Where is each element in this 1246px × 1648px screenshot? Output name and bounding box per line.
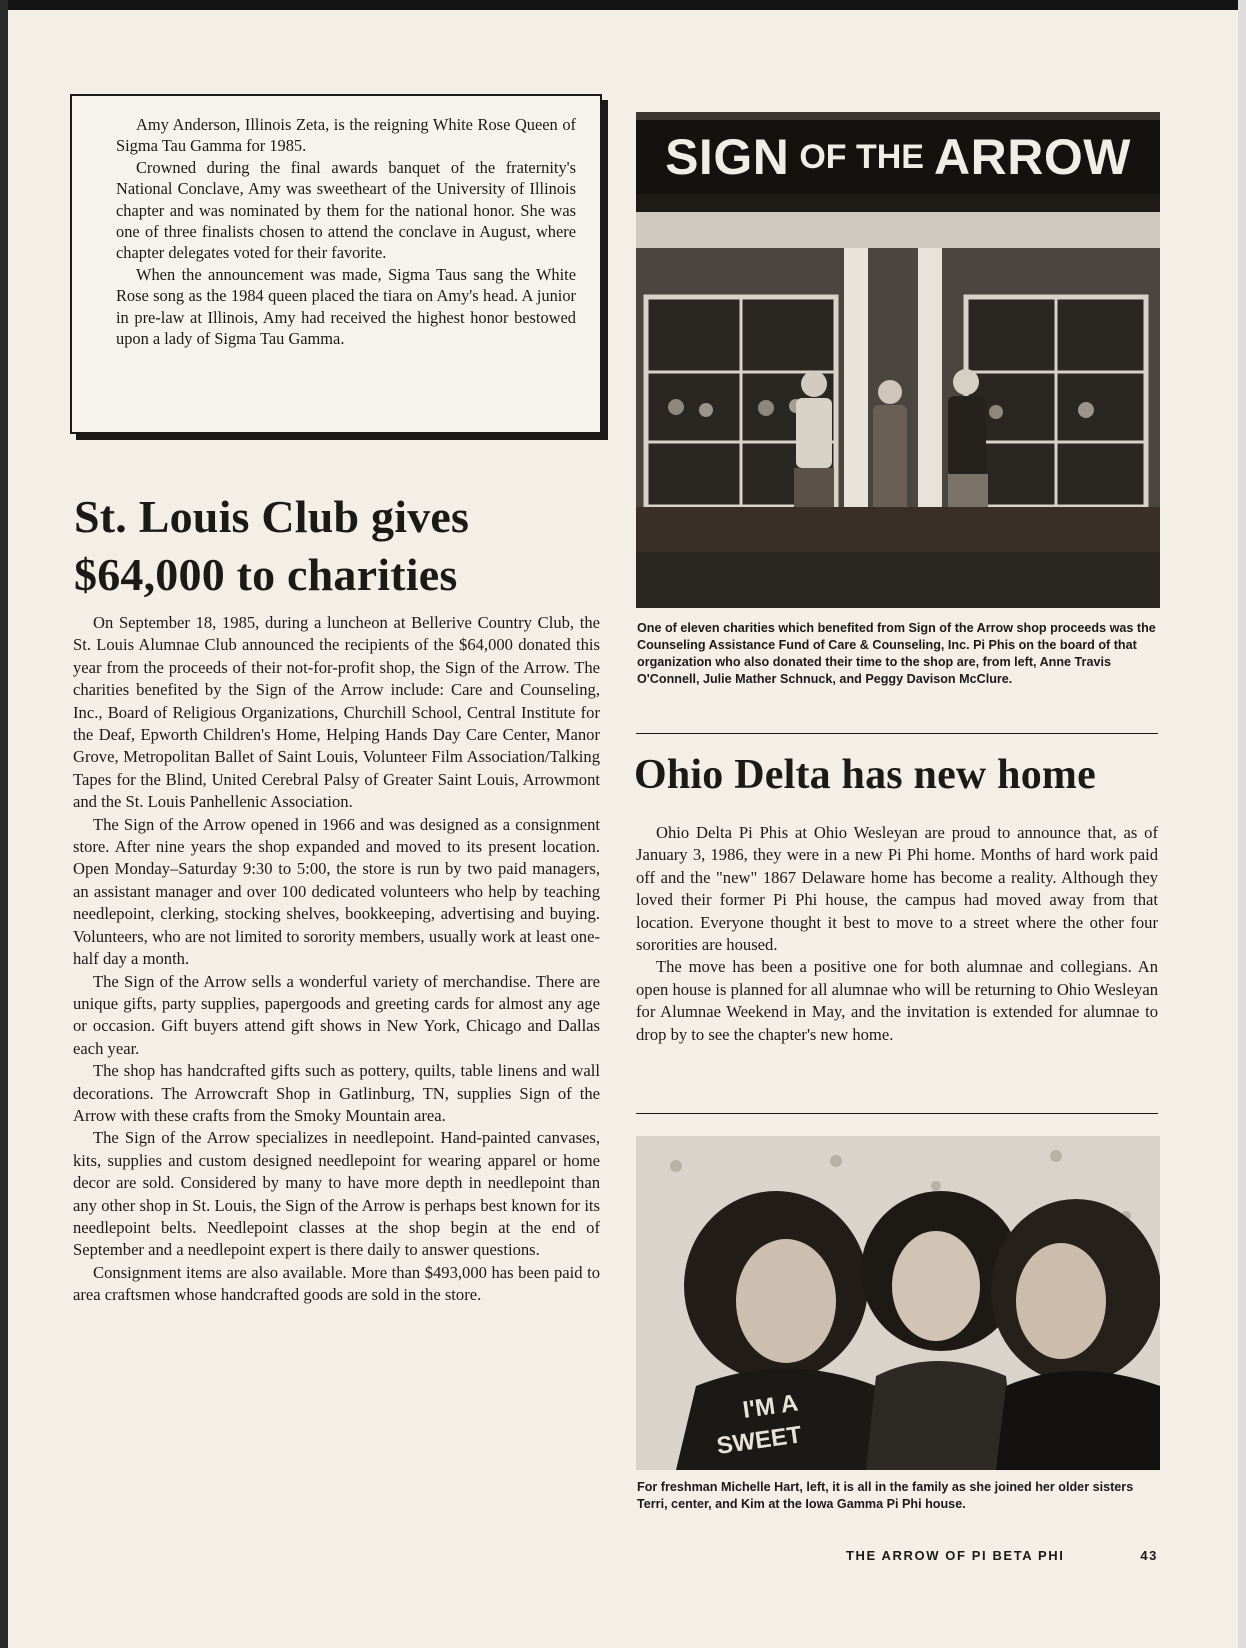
publication-name: THE ARROW OF PI BETA PHI — [846, 1548, 1065, 1563]
article-paragraph: The move has been a positive one for both alumnae and collegians. An open house is planned for all alumnae who will be returning to Ohio Wesleyan for Alumnae Weekend in May, and the invitation is extended for alumnae to drop by to see the chapter's new home. — [636, 957, 1158, 1044]
ohio-delta-article-body — [636, 822, 1158, 1046]
sisters-photo — [636, 1136, 1160, 1470]
page-footer — [846, 1548, 1158, 1563]
page-left-edge — [0, 0, 8, 1648]
sign-word-sign: SIGN — [665, 129, 790, 185]
article-paragraph: Consignment items are also available. More than $493,000 has been paid to area craftsmen whose handcrafted goods are sold in the store. — [73, 1262, 600, 1305]
shirt-text-2: SWEET — [715, 1421, 804, 1460]
page-top-edge — [0, 0, 1246, 10]
store-sign — [636, 120, 1160, 194]
box-paragraph: Amy Anderson, Illinois Zeta, is the reigning White Rose Queen of Sigma Tau Gamma for 1985. — [116, 115, 576, 156]
page-number: 43 — [1140, 1548, 1158, 1563]
article-paragraph: The shop has handcrafted gifts such as pottery, quilts, table linens and wall decorations. The Arrowcraft Shop in Gatlinburg, TN, supplies Sign of the Arrow with these crafts from the Smoky Mountain area. — [73, 1061, 600, 1125]
article-paragraph: The Sign of the Arrow specializes in needlepoint. Hand-painted canvases, kits, supplies and custom designed needlepoint for wearing apparel or home decor are sold. Considered by many to have more depth in needlepoint than any other shop in St. Louis, the Sign of the Arrow is perhaps best known for its needlepoint belts. Needlepoint classes at the shop begin at the end of September and a needlepoint expert is there daily to answer questions. — [73, 1128, 600, 1260]
store-photo-caption: One of eleven charities which benefited from Sign of the Arrow shop proceeds was the Counseling Assistance Fund of Care & Counseling, Inc. Pi Phis on the board of that organization who also donated their time to the shop are, from left, Anne Travis O'Connell, Julie Mather Schnuck, and Peggy Davison McClure. — [637, 621, 1156, 686]
shirt-text-1: I'M A — [741, 1389, 800, 1424]
ohio-delta-headline: Ohio Delta has new home — [634, 752, 1096, 798]
sign-word-arrow: ARROW — [934, 129, 1131, 185]
section-divider — [636, 733, 1158, 734]
stlouis-headline-line2: $64,000 to charities — [74, 549, 458, 600]
white-rose-queen-box — [70, 94, 602, 434]
box-paragraph: When the announcement was made, Sigma Taus sang the White Rose song as the 1984 queen placed the tiara on Amy's head. A junior in pre-law at Illinois, Amy had received the highest honor bestowed upon a lady of Sigma Tau Gamma. — [116, 264, 576, 349]
section-divider — [636, 1113, 1158, 1114]
sign-of-the-arrow-photo — [636, 112, 1160, 608]
stlouis-headline-line1: St. Louis Club gives — [74, 491, 470, 542]
article-paragraph: On September 18, 1985, during a luncheon at Bellerive Country Club, the St. Louis Alumnae Club announced the recipients of the $64,000 donated this year from the proceeds of their not-for-profit shop, the Sign of the Arrow. The charities benefited by the Sign of the Arrow include: Care and Counseling, Inc., Board of Religious Organizations, Churchill School, Central Institute for the Deaf, Epworth Children's Home, Helping Hands Day Care Center, Manor Grove, Metropolitan Ballet of Saint Louis, Volunteer Film Association/Talking Tapes for the Blind, United Cerebral Palsy of Greater Saint Louis, Arrowmont and the St. Louis Panhellenic Association. — [73, 613, 600, 812]
article-paragraph: The Sign of the Arrow opened in 1966 and was designed as a consignment store. After nine years the shop expanded and moved to its present location. Open Monday–Saturday 9:30 to 5:00, the store is run by two paid managers, an assistant manager and over 100 dedicated volunteers who help by teaching needlepoint, clerking, stocking shelves, bookkeeping, advertising and buying. Volunteers, who are not limited to sorority members, usually work at least one-half day a month. — [73, 814, 600, 969]
box-paragraph: Crowned during the final awards banquet of the fraternity's National Conclave, Amy was sweetheart of the University of Illinois chapter and was nominated by them for the national honor. She was one of three finalists chosen to attend the conclave in August, where chapter delegates voted for their favorite. — [116, 157, 576, 263]
stlouis-headline — [74, 488, 614, 604]
article-paragraph: The Sign of the Arrow sells a wonderful variety of merchandise. There are unique gifts, party supplies, papergoods and greeting cards for almost any age or occasion. Gift buyers attend gift shows in New York, Chicago and Dallas each year. — [73, 971, 600, 1058]
article-paragraph: Ohio Delta Pi Phis at Ohio Wesleyan are proud to announce that, as of January 3, 1986, they were in a new Pi Phi home. Months of hard work paid off and the "new" 1867 Delaware home has become a reality. Although they loved their former Pi Phi house, the campus had moved away from that location. Everyone thought it best to move to a street where the other four sororities are housed. — [636, 823, 1158, 955]
sign-word-of-the: OF THE — [799, 137, 924, 176]
sisters-illustration — [636, 1136, 1160, 1470]
stlouis-article-body — [73, 612, 600, 1307]
page-right-edge — [1238, 0, 1246, 1648]
sisters-photo-caption: For freshman Michelle Hart, left, it is all in the family as she joined her older sisters Terri, center, and Kim at the Iowa Gamma Pi Phi house. — [637, 1480, 1134, 1511]
